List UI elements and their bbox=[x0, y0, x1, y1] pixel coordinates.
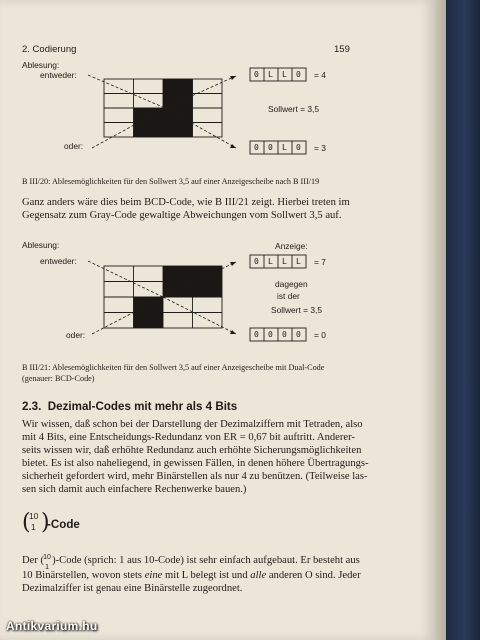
fig1-caption: B III/20: Ablesemöglichkeiten für den Sollwert 3,5 auf einer Anzeigescheibe nach B III/19 bbox=[22, 177, 320, 186]
fig2-result-top: = 7 bbox=[314, 257, 326, 267]
fig1-result-bottom: = 3 bbox=[314, 143, 326, 153]
fig1-bit-top-1: 0 bbox=[254, 70, 259, 79]
fig2-bit-bottom-3: 0 bbox=[282, 330, 287, 339]
fig2-sollwert: Sollwert = 3,5 bbox=[271, 305, 322, 315]
binom-bottom: 1 bbox=[31, 522, 36, 532]
fig1-oder-label: oder: bbox=[64, 141, 84, 151]
fig2-bit-top-4: L bbox=[296, 257, 301, 266]
binom-paren-left: ( bbox=[22, 510, 31, 535]
binom-paren-right: ) bbox=[41, 510, 50, 535]
para1-line-2: Gegensatz zum Gray-Code gewaltige Abweichungen vom Sollwert 3,5 auf. bbox=[22, 210, 342, 221]
para3-line-3: Dezimalziffer ist genau eine Binärstelle zugeordnet. bbox=[22, 583, 243, 594]
page-edge bbox=[434, 0, 446, 640]
fig1-bit-bottom-2: 0 bbox=[268, 143, 273, 152]
para3-line2-c: mit L belegt ist und bbox=[165, 570, 248, 581]
fig2-bit-bottom-4: 0 bbox=[296, 330, 301, 339]
fig2-caption-line-2: (genauer: BCD-Code) bbox=[22, 374, 95, 383]
section-heading bbox=[22, 400, 237, 413]
fig2-bit-top-1: 0 bbox=[254, 257, 259, 266]
fig2-bit-bottom-1: 0 bbox=[254, 330, 259, 339]
fig2-entweder-label: entweder: bbox=[40, 256, 77, 266]
fig2-result-bottom: = 0 bbox=[314, 330, 326, 340]
running-header-chapter: 2. Codierung bbox=[22, 44, 77, 55]
fig1-bit-bottom-3: L bbox=[282, 143, 287, 152]
fig1-bit-bottom-1: 0 bbox=[254, 143, 259, 152]
fig2-ablesung-label: Ablesung: bbox=[22, 240, 60, 250]
para3-line-1 bbox=[22, 554, 360, 571]
fig1-bit-bottom-4: 0 bbox=[296, 143, 301, 152]
para3-line2-a: 10 Binärstellen, wovon stets bbox=[22, 570, 143, 581]
para2-line-5: sicherheit gefordert wird, mehr Binärstellen als nur 4 zu benützen. (Teilweise las- bbox=[22, 471, 368, 482]
fig2-ist-der: ist der bbox=[277, 291, 300, 301]
fig2-caption-line-1: B III/21: Ablesemöglichkeiten für den Sollwert 3,5 auf einer Anzeigescheibe mit Dual-Code bbox=[22, 363, 325, 372]
para2-line-1: Wir wissen, daß schon bei der Darstellung der Dezimalziffern mit Tetraden, also bbox=[22, 419, 363, 430]
para1-line-1: Ganz anders wäre dies beim BCD-Code, wie B III/21 zeigt. Hierbei treten im bbox=[22, 197, 350, 208]
para2-line-6: sen sich damit auch einfachere Rechenwerke bauen.) bbox=[22, 484, 247, 495]
para3-line1-post: -Code (sprich: 1 aus 10-Code) ist sehr einfach aufgebaut. Er besteht aus bbox=[55, 555, 360, 566]
binom-inline-close: ) bbox=[52, 555, 56, 566]
watermark-logo: Antikvarium.hu bbox=[6, 619, 98, 633]
fig1-bit-top-4: 0 bbox=[296, 70, 301, 79]
fig1-bit-top-2: L bbox=[268, 70, 273, 79]
binom-inline-open: ( bbox=[40, 555, 45, 566]
para3-der: Der bbox=[22, 555, 38, 566]
subsection-label: -Code bbox=[47, 518, 80, 531]
page-number: 159 bbox=[334, 44, 350, 55]
para3-line-2 bbox=[22, 571, 361, 582]
fig1-ablesung-label: Ablesung: bbox=[22, 60, 60, 70]
fig1-result-top: = 4 bbox=[314, 70, 326, 80]
fig2-oder-label: oder: bbox=[66, 330, 86, 340]
fig2-anzeige-label: Anzeige: bbox=[275, 241, 308, 251]
binom-top: 10 bbox=[29, 511, 39, 521]
binom-inline-bottom: 1 bbox=[45, 564, 49, 571]
para3-line2-e: anderen O sind. Jeder bbox=[268, 570, 361, 581]
fig2-bit-top-3: L bbox=[282, 257, 287, 266]
binom-inline-top: 10 bbox=[43, 554, 51, 561]
para3-line2-alle: alle bbox=[250, 570, 267, 581]
book-cover bbox=[446, 0, 480, 640]
fig2-dagegen: dagegen bbox=[275, 279, 308, 289]
fig1-bit-top-3: L bbox=[282, 70, 287, 79]
fig1-entweder-label: entweder: bbox=[40, 70, 77, 80]
section-number: 2.3. bbox=[22, 400, 42, 413]
para3-line2-eine: eine bbox=[144, 570, 163, 581]
para2-line-3: seits wissen wir, daß erhöhte Redundanz auch erhöhte Sicherungsmöglichkeiten bbox=[22, 445, 362, 456]
fig1-sollwert: Sollwert = 3,5 bbox=[268, 104, 319, 114]
para2-line-2: mit 4 Bits, eine Entscheidungs-Redundanz von ER = 0,67 bit auftritt. Anderer- bbox=[22, 432, 355, 443]
para2-line-4: bietet. Es ist also naheliegend, in gewissen Fällen, in denen höhere Übertragungs- bbox=[22, 458, 369, 469]
fig2-bit-bottom-2: 0 bbox=[268, 330, 273, 339]
fig2-bit-top-2: L bbox=[268, 257, 273, 266]
section-title: Dezimal-Codes mit mehr als 4 Bits bbox=[47, 400, 238, 413]
